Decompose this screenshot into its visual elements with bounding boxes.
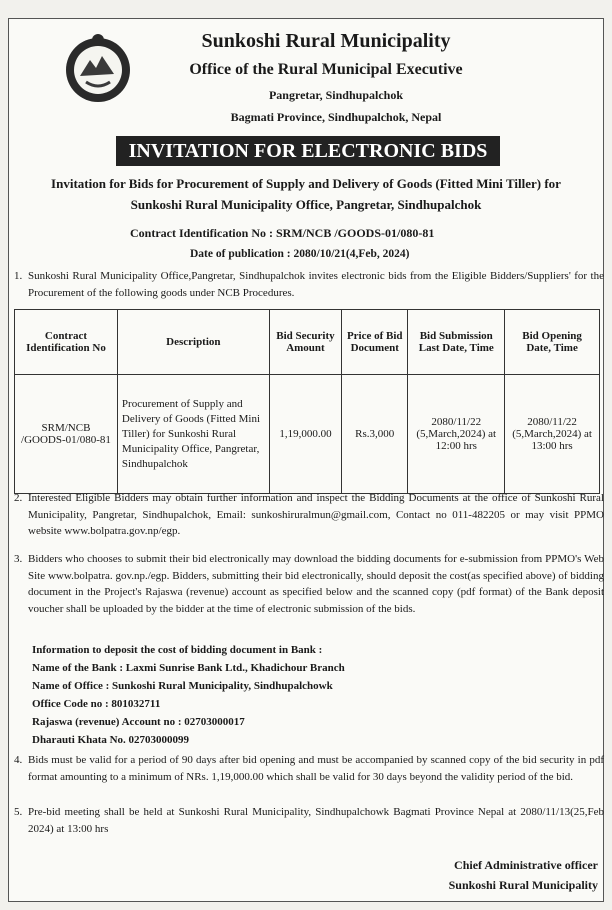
paragraph-2: [14, 490, 604, 540]
paragraph-text: Pre-bid meeting shall be held at Sunkoshi Rural Municipality, Sindhupalchowk Bagmati Province Nepal at 2080/11/13(25,Feb 2024) at 13:00 hrs: [28, 806, 604, 835]
paragraph-number: 1.: [14, 270, 23, 282]
paragraph-number: 3.: [14, 553, 23, 565]
table-header-row: [15, 310, 600, 375]
paragraph-1: [14, 268, 604, 301]
column-header: Bid Security Amount: [269, 310, 341, 375]
paragraph-text: Sunkoshi Rural Municipality Office,Pangretar, Sindhupalchok invites electronic bids from the Eligible Bidders/Suppliers' for the Procurement of the following goods under NCB Procedures.: [28, 270, 604, 299]
signatory-title: Chief Administrative officer: [454, 858, 598, 872]
paragraph-3: [14, 551, 604, 617]
paragraph-number: 4.: [14, 754, 23, 766]
rajaswa-account: Rajaswa (revenue) Account no : 02703000017: [32, 716, 245, 728]
paragraph-text: Bidders who chooses to submit their bid electronically may download the bidding documents for e-submission from PPMO's Web Site www.bolpatra. gov.np./egp. Bidders, submitting their bid electronically, should deposit the cost(as specified above) of bidding document in the Project's Rajaswa (revenue) account as specified below and the scanned copy (pdf format) of the Bank deposit voucher shall be uploaded by the bidder at the time of electronic submission of the bids.: [28, 553, 604, 615]
municipality-title: Sunkoshi Rural Municipality: [201, 30, 451, 52]
table-cell: 1,19,000.00: [269, 375, 341, 494]
table-cell: 2080/11/22 (5,March,2024) at 12:00 hrs: [408, 375, 505, 494]
table-cell: Rs.3,000: [342, 375, 408, 494]
table-cell: SRM/NCB /GOODS-01/080-81: [15, 375, 118, 494]
paragraph-number: 2.: [14, 492, 23, 504]
invitation-line-1: Invitation for Bids for Procurement of Supply and Delivery of Goods (Fitted Mini Tiller) for: [51, 176, 561, 191]
column-header: Bid Opening Date, Time: [505, 310, 600, 375]
paragraph-4: [14, 752, 604, 785]
location-line: Pangretar, Sindhupalchok: [268, 88, 404, 102]
office-code: Office Code no : 801032711: [32, 698, 161, 710]
table-cell: 2080/11/22 (5,March,2024) at 13:00 hrs: [505, 375, 600, 494]
column-header: Price of Bid Document: [342, 310, 408, 375]
column-header: Description: [117, 310, 269, 375]
bank-name: Name of the Bank : Laxmi Sunrise Bank Ltd., Khadichour Branch: [32, 662, 345, 674]
province-line: Bagmati Province, Sindhupalchok, Nepal: [230, 110, 442, 124]
paragraph-text: Interested Eligible Bidders may obtain further information and inspect the Bidding Documents at the office of Sunkoshi Rural Municipality, Pangretar, Sindhupalchok, Email: sunkoshiruralmun@gmail.com, Contact no 011-482205 or may visit PPMO website www.bolpatra.gov.np/egp.: [28, 492, 604, 537]
bids-table: [14, 309, 600, 494]
office-title: Office of the Rural Municipal Executive: [189, 61, 463, 78]
office-name: Name of Office : Sunkoshi Rural Municipality, Sindhupalchowk: [32, 680, 333, 692]
column-header: Bid Submission Last Date, Time: [408, 310, 505, 375]
publication-date: Date of publication : 2080/10/21(4,Feb, 2024): [190, 248, 410, 260]
invitation-line-2: Sunkoshi Rural Municipality Office, Pangretar, Sindhupalchok: [130, 197, 482, 212]
paragraph-text: Bids must be valid for a period of 90 days after bid opening and must be accompanied by scanned copy of the bid security in pdf format amounting to a minimum of NRs. 1,19,000.00 which shall be valid for 30 days beyond the validity period of the bid.: [28, 754, 604, 783]
column-header: Contract Identification No: [15, 310, 118, 375]
contract-identification: Contract Identification No : SRM/NCB /GOODS-01/080-81: [130, 226, 435, 240]
notice-banner: INVITATION FOR ELECTRONIC BIDS: [116, 136, 500, 166]
paragraph-number: 5.: [14, 806, 23, 818]
table-cell: Procurement of Supply and Delivery of Goods (Fitted Mini Tiller) for Sunkoshi Rural Municipality Office, Pangretar, Sindhupalchok: [117, 375, 269, 494]
dharauti-khata: Dharauti Khata No. 02703000099: [32, 734, 190, 746]
signatory-organization: Sunkoshi Rural Municipality: [448, 878, 598, 892]
table-row: [15, 375, 600, 494]
paragraph-5: [14, 804, 604, 837]
bank-info-heading: Information to deposit the cost of bidding document in Bank :: [32, 644, 323, 656]
